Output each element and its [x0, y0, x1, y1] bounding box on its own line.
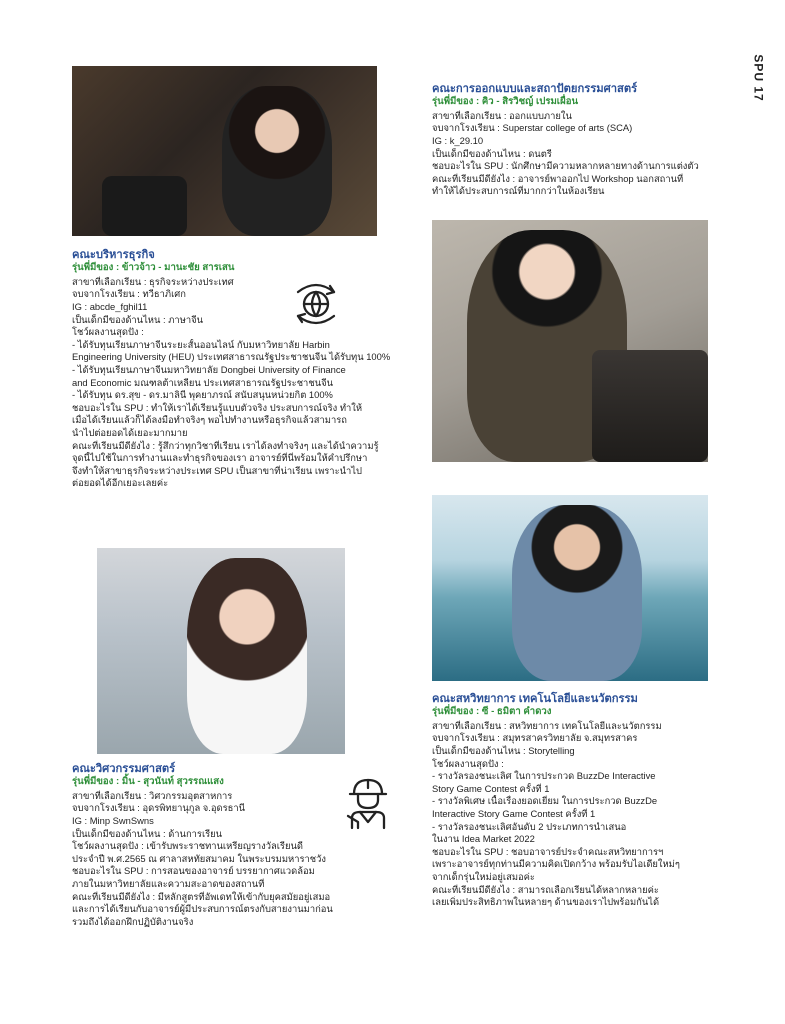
body-line: และการได้เรียนกับอาจารย์ผู้มีประสบการณ์ตรงกับสายงานมาก่อน — [72, 903, 333, 915]
body-line: ภายในมหาวิทยาลัยและความสะอาดของสถานที่ — [72, 877, 265, 889]
body-line: สาขาที่เลือกเรียน : ธุรกิจระหว่างประเทศ — [72, 275, 234, 287]
section-subheading: รุ่นพี่มีของ : ซี - ธมิตา คำดวง — [432, 706, 552, 717]
body-line: IG : k_29.10 — [432, 134, 484, 146]
body-line: Story Game Contest ครั้งที่ 1 — [432, 782, 550, 794]
section-subheading: รุ่นพี่มีของ : มิ้น - สุวนันท์ สุวรรณแสง — [72, 776, 224, 787]
body-line: IG : Minp SwnSwns — [72, 814, 154, 826]
body-line: โชว์ผลงานสุดปัง : — [432, 757, 504, 769]
body-line: - ได้รับทุน ดร.สุข - ดร.มาลินี พุคยาภรณ์ สนับสนุนหน่วยกิต 100% — [72, 389, 333, 401]
body-line: Engineering University (HEU) ประเทศสาธารณรัฐประชาชนจีน ได้รับทุน 100% — [72, 351, 391, 363]
body-line: - ได้รับทุนเรียนภาษาจีนมหาวิทยาลัย Dongbei University of Finance — [72, 363, 346, 375]
body-line: ชอบอะไรใน SPU : ชอบอาจารย์ประจำคณะสหวิทยาการฯ — [432, 845, 664, 857]
body-line: - รางวัลพิเศษ เนื้อเรื่องยอดเยี่ยม ในการประกวด BuzzDe — [432, 795, 658, 807]
body-line: - รางวัลรองชนะเลิศ ในการประกวด BuzzDe Interactive — [432, 770, 656, 782]
body-line: เป็นเด็กมีของด้านไหน : ดนตรี — [432, 147, 552, 159]
section-heading: คณะบริหารธุรกิจ — [72, 249, 155, 261]
brand-mark-text: SPU 17 — [752, 54, 767, 102]
body-line: - รางวัลรองชนะเลิศอันดับ 2 ประเภทการนำเสนอ — [432, 820, 627, 832]
body-line: จุดนี้ไปใช้ในการทำงานและทำธุรกิจของเรา อาจารย์ที่นี่พร้อมให้คำปรึกษา — [72, 452, 368, 464]
body-line: เป็นเด็กมีของด้านไหน : Storytelling — [432, 744, 575, 756]
brand-mark — [749, 52, 769, 104]
body-line: จบจากโรงเรียน : ทวีธาภิเศก — [72, 288, 186, 300]
photo-engineering-student — [97, 548, 345, 754]
body-line: จบจากโรงเรียน : สมุทรสาครวิทยาลัย จ.สมุทรสาคร — [432, 732, 638, 744]
body-line: โชว์ผลงานสุดปัง : — [72, 326, 144, 338]
section-interdisciplinary — [432, 692, 732, 909]
photo-handbag — [102, 176, 187, 236]
section-engineering — [72, 762, 372, 928]
section-heading: คณะการออกแบบและสถาปัตยกรรมศาสตร์ — [432, 83, 638, 95]
photo-person-silhouette — [512, 505, 642, 681]
section-heading: คณะวิศวกรรมศาสตร์ — [72, 763, 176, 775]
body-line: ประจำปี พ.ศ.2565 ณ ศาลาสหทัยสมาคม ในพระบรมมหาราชวัง — [72, 852, 326, 864]
section-heading: คณะสหวิทยาการ เทคโนโลยีและนวัตกรรม — [432, 693, 638, 705]
photo-innovation-student — [432, 495, 708, 681]
photo-drum-kit — [592, 350, 708, 462]
body-line: จบจากโรงเรียน : อุดรพิทยานุกูล จ.อุดรธานี — [72, 802, 246, 814]
body-line: นำไปต่อยอดได้เยอะมากมาย — [72, 426, 188, 438]
body-line: ชอบอะไรใน SPU : การสอนของอาจารย์ บรรยากาศแวดล้อม — [72, 865, 315, 877]
body-line: จบจากโรงเรียน : Superstar college of arts (SCA) — [432, 122, 633, 134]
section-business — [72, 248, 402, 490]
body-line: - ได้รับทุนเรียนภาษาจีนระยะสั้นออนไลน์ กับมหาวิทยาลัย Harbin — [72, 338, 330, 350]
body-line: คณะที่เรียนมีดียังไง : มีหลักสูตรที่อัพเดทให้เข้ากับยุคสมัยอยู่เสมอ — [72, 890, 331, 902]
body-line: ต่อยอดได้อีกเยอะเลยค่ะ — [72, 477, 169, 489]
body-line: เป็นเด็กมีของด้านไหน : ด้านการเรียน — [72, 827, 223, 839]
body-line: โชว์ผลงานสุดปัง : เข้ารับพระราชทานเหรียญรางวัลเรียนดี — [72, 840, 303, 852]
photo-business-student — [72, 66, 377, 236]
section-subheading: รุ่นพี่มีของ : คิว - สิรวิชญ์ เปรมเผื่อน — [432, 96, 579, 107]
body-line: คณะที่เรียนมีดียังไง : อาจารย์พาออกไป Workshop นอกสถานที่ — [432, 172, 684, 184]
body-line: สาขาที่เลือกเรียน : ออกแบบภายใน — [432, 109, 572, 121]
engineer-helmet-icon — [336, 770, 400, 834]
body-line: เพราะอาจารย์ทุกท่านมีความคิดเปิดกว้าง พร้อมรับไอเดียใหม่ๆ — [432, 858, 680, 870]
body-line: Interactive Story Game Contest ครั้งที่ 1 — [432, 807, 596, 819]
body-line: ชอบอะไรใน SPU : ทำให้เราได้เรียนรู้แบบตัวจริง ประสบการณ์จริง ทำให้ — [72, 401, 363, 413]
body-line: คณะที่เรียนมีดียังไง : สามารถเลือกเรียนได้หลากหลายค่ะ — [432, 883, 659, 895]
body-line: ชอบอะไรใน SPU : นักศึกษามีความหลากหลายทางด้านการแต่งตัว — [432, 160, 699, 172]
photo-person-silhouette — [222, 86, 332, 236]
photo-design-student — [432, 220, 708, 462]
section-design — [432, 82, 732, 198]
body-line: จากเด็กรุ่นใหม่อยู่เสมอค่ะ — [432, 870, 535, 882]
body-line: เลยเพิ่มประสิทธิภาพในหลายๆ ด้านของเราไปพร้อมกันได้ — [432, 896, 660, 908]
body-line: จึงทำให้สาขาธุรกิจระหว่างประเทศ SPU เป็นสาขาที่น่าเรียน เพราะนำไป — [72, 464, 362, 476]
section-subheading: รุ่นพี่มีของ : ข้าวจ้าว - มานะชัย สารเสน — [72, 262, 235, 273]
body-line: and Economic มณฑลต้าเหลียน ประเทศสาธารณรัฐประชาชนจีน — [72, 376, 333, 388]
body-line: สาขาที่เลือกเรียน : สหวิทยาการ เทคโนโลยีและนวัตกรรม — [432, 719, 662, 731]
body-line: ในงาน Idea Market 2022 — [432, 833, 535, 845]
body-line: เป็นเด็กมีของด้านไหน : ภาษาจีน — [72, 313, 203, 325]
body-line: ทำให้ได้ประสบการณ์ที่มากกว่าในห้องเรียน — [432, 185, 605, 197]
body-line: IG : abcde_fghil11 — [72, 300, 148, 312]
global-trade-icon — [284, 272, 348, 336]
body-line: เมื่อได้เรียนแล้วก็ได้ลงมือทำจริงๆ พอไปทำงานหรือธุรกิจแล้วสามารถ — [72, 414, 347, 426]
body-line: สาขาที่เลือกเรียน : วิศวกรรมอุตสาหการ — [72, 789, 233, 801]
photo-person-silhouette — [187, 558, 307, 754]
body-line: รวมถึงได้ออกฝึกปฏิบัติงานจริง — [72, 915, 194, 927]
body-line: คณะที่เรียนมีดียังไง : รู้สึกว่าทุกวิชาที่เรียน เราได้ลงทำจริงๆ และได้นำความรู้ — [72, 439, 379, 451]
